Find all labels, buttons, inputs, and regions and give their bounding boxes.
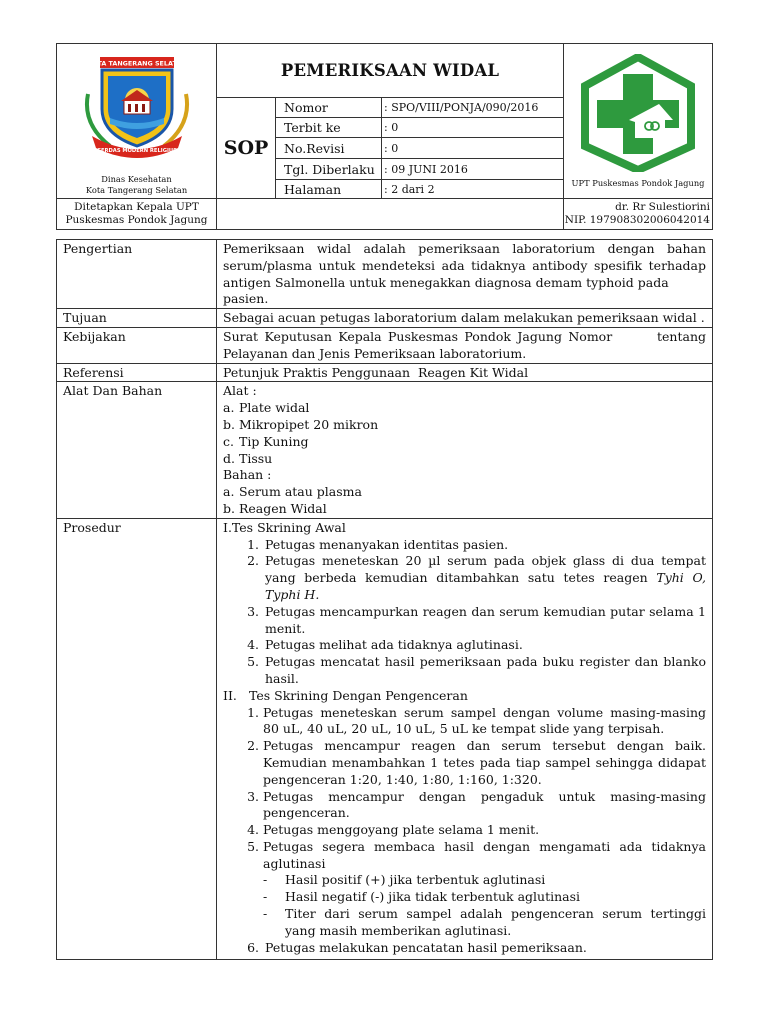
row-referensi (57, 363, 713, 382)
kebijakan-line2: Pelayanan dan Jenis Pemeriksaan laboratorium. (223, 345, 527, 361)
alat-heading: Alat : (223, 383, 257, 399)
pengertian-text (217, 240, 713, 309)
row-label-kebijakan: Kebijakan (57, 327, 217, 363)
prosedur-part1-steps (223, 537, 706, 688)
bahan-heading: Bahan : (223, 467, 272, 483)
field-value-halaman: : 2 dari 2 (382, 180, 564, 199)
sop-label: SOP (217, 98, 276, 199)
list-item: 5. Petugas segera membaca hasil dengan mengamati ada tidaknya aglutinasi (247, 838, 706, 871)
prosedur-part2-steps (223, 705, 706, 873)
list-item: 5. Petugas mencatat hasil pemeriksaan pada buku register dan blanko hasil. (247, 654, 706, 686)
signer-cell (564, 199, 713, 230)
field-label-nomor: Nomor (276, 98, 382, 118)
tujuan-text: Sebagai acuan petugas laboratorium dalam melakukan pemeriksaan widal . (217, 309, 713, 328)
field-value-nomor: : SPO/VIII/PONJA/090/2016 (382, 98, 564, 118)
agency-name-line1: Dinas Kesehatan (101, 174, 172, 184)
alat-bahan-content (217, 382, 713, 518)
list-item: 1. Petugas meneteskan serum sampel dengan volume masing-masing 80 uL, 40 uL, 20 uL, 10 uL, 5 uL ke tempat slide yang terpisah. (247, 704, 706, 737)
list-item: 4. Petugas melihat ada tidaknya aglutinasi. (247, 637, 523, 653)
field-value-terbit: : 0 (382, 118, 564, 138)
row-label-alat-bahan: Alat Dan Bahan (57, 382, 217, 518)
field-label-terbit: Terbit ke (276, 118, 382, 138)
field-label-revisi: No.Revisi (276, 138, 382, 159)
pengertian-line1: Pemeriksaan widal adalah pemeriksaan laboratorium dengan bahan (223, 241, 706, 256)
alat-list (223, 400, 706, 467)
prosedur-content (217, 518, 713, 960)
list-item: b. Mikropipet 20 mikron (223, 416, 379, 432)
list-item: 4. Petugas menggoyang plate selama 1 menit. (247, 822, 540, 838)
list-item: a. Plate widal (223, 400, 310, 416)
list-item: 2. Petugas meneteskan 20 µl serum pada objek glass di dua tempat yang berbeda kemudian ditambahkan satu tetes reagen Tyhi O, Typhi H. (247, 553, 706, 602)
list-item: d. Tissu (223, 450, 273, 466)
list-item: b. Reagen Widal (223, 500, 327, 516)
bahan-list (223, 484, 706, 518)
sop-content-table (56, 239, 713, 960)
pengertian-line2: serum/plasma untuk mendeteksi ada tidaknya antibody spesifik terhadap (223, 257, 706, 273)
field-value-revisi: : 0 (382, 138, 564, 159)
prosedur-part2-heading: II. Tes Skrining Dengan Pengenceran (223, 687, 468, 703)
referensi-text: Petunjuk Praktis Penggunaan Reagen Kit Widal (217, 363, 713, 382)
field-label-tgl: Tgl. Diberlaku (276, 159, 382, 180)
puskesmas-name: UPT Puskesmas Pondok Jagung (571, 178, 705, 188)
field-label-halaman: Halaman (276, 180, 382, 199)
prosedur-part1-heading: I.Tes Skrining Awal (223, 519, 346, 535)
agency-name-line2: Kota Tangerang Selatan (85, 185, 188, 195)
list-item: 3. Petugas mencampurkan reagen dan serum kemudian putar selama 1 menit. (247, 603, 706, 636)
kebijakan-line1: Surat Keputusan Kepala Puskesmas Pondok Jagung Nomor tentang (223, 328, 706, 344)
list-item: - Hasil positif (+) jika terbentuk aglutinasi (263, 872, 546, 888)
row-alat-bahan (57, 382, 713, 518)
emblem-motto-text: CERDAS MODERN RELIGIUS (96, 148, 177, 154)
signer-nip: NIP. 197908302006042014 (564, 214, 710, 226)
row-label-referensi: Referensi (57, 363, 217, 382)
puskesmas-logo-cell (564, 44, 713, 199)
list-item: - Hasil negatif (-) jika tidak terbentuk aglutinasi (263, 889, 581, 905)
row-pengertian (57, 240, 713, 309)
prosedur-final-step (223, 940, 706, 957)
row-prosedur (57, 518, 713, 960)
row-label-pengertian: Pengertian (57, 240, 217, 309)
list-item: 6. Petugas melakukan pencatatan hasil pemeriksaan. (247, 939, 587, 955)
row-kebijakan (57, 327, 713, 363)
agency-logo-cell (57, 44, 217, 199)
set-by-cell (57, 199, 217, 230)
kebijakan-text (217, 327, 713, 363)
list-item: 3. Petugas mencampur dengan pengaduk untuk masing-masing pengenceran. (247, 788, 706, 821)
list-item: c. Tip Kuning (223, 433, 309, 449)
signer-name: dr. Rr Sulestiorini (615, 201, 710, 213)
row-tujuan (57, 309, 713, 328)
set-by-line2: Puskesmas Pondok Jagung (65, 214, 208, 226)
sop-header-table (56, 43, 713, 230)
tangerang-selatan-emblem (72, 54, 202, 162)
pengertian-line3: antigen Salmonella untuk menegakkan diagnosa demam typhoid pada pasien. (223, 274, 669, 307)
list-item: - Titer dari serum sampel adalah pengenceran serum tertinggi yang masih memberikan aglutinasi. (263, 906, 706, 938)
result-criteria-list (223, 872, 706, 939)
row-label-prosedur: Prosedur (57, 518, 217, 960)
blank-signature-cell (217, 199, 564, 230)
emblem-banner-text: KOTA TANGERANG SELATAN (86, 59, 187, 68)
list-item: 1. Petugas menanyakan identitas pasien. (247, 536, 509, 552)
puskesmas-logo-icon (575, 54, 701, 172)
list-item: a. Serum atau plasma (223, 484, 362, 500)
document-title: PEMERIKSAAN WIDAL (217, 44, 564, 98)
row-label-tujuan: Tujuan (57, 309, 217, 328)
field-value-tgl: : 09 JUNI 2016 (382, 159, 564, 180)
list-item: 2. Petugas mencampur reagen dan serum tersebut dengan baik. Kemudian menambahkan 1 tetes pada tiap sampel sehingga didapat pengenceran 1:20, 1:40, 1:80, 1:160, 1:320. (247, 738, 706, 787)
set-by-line1: Ditetapkan Kepala UPT (74, 201, 199, 213)
